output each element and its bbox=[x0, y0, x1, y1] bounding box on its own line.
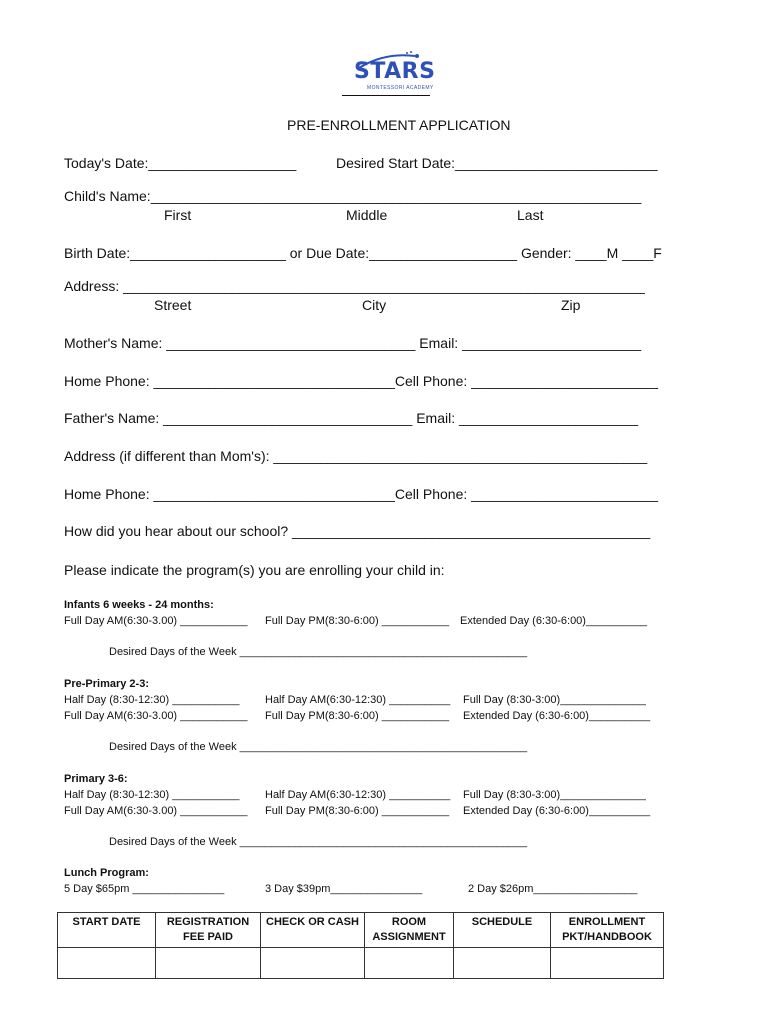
address-zip-label: Zip bbox=[561, 297, 581, 313]
table-header-cell: SCHEDULE bbox=[454, 913, 551, 948]
infants-heading: Infants 6 weeks - 24 months: bbox=[64, 599, 214, 611]
primary-heading: Primary 3-6: bbox=[64, 773, 128, 785]
address-different-field[interactable]: Address (if different than Mom's): ________________________________________________ bbox=[64, 448, 648, 464]
home-phone-row-2[interactable]: Home Phone: _______________________________Cell Phone: ________________________ bbox=[64, 486, 659, 502]
infants-option-3[interactable]: Extended Day (6:30-6:00)__________ bbox=[460, 615, 648, 627]
fathers-name-row[interactable]: Father's Name: ________________________________ Email: _______________________ bbox=[64, 410, 639, 426]
address-field[interactable]: Address: ___________________________________________________________________ bbox=[64, 278, 645, 294]
preprimary-option-6[interactable]: Extended Day (6:30-6:00)__________ bbox=[463, 710, 651, 722]
mothers-name-row[interactable]: Mother's Name: ________________________________ Email: _______________________ bbox=[64, 335, 642, 351]
primary-option-4[interactable]: Full Day AM(6:30-3.00) ___________ bbox=[64, 805, 248, 817]
office-use-table bbox=[57, 912, 664, 979]
table-row bbox=[58, 948, 664, 979]
table-header-cell: CHECK OR CASH bbox=[261, 913, 365, 948]
logo-wordmark: STARS bbox=[354, 59, 436, 84]
primary-desired-days[interactable]: Desired Days of the Week _______________________________________________ bbox=[109, 836, 528, 848]
lunch-option-3[interactable]: 2 Day $26pm_________________ bbox=[468, 883, 638, 895]
table-cell[interactable] bbox=[454, 948, 551, 979]
infants-option-2[interactable]: Full Day PM(8:30-6:00) ___________ bbox=[265, 615, 450, 627]
table-header-row bbox=[58, 913, 664, 948]
table-header-cell: ROOM ASSIGNMENT bbox=[365, 913, 454, 948]
address-city-label: City bbox=[362, 297, 387, 313]
desired-start-date-field[interactable]: Desired Start Date:__________________________ bbox=[336, 155, 658, 171]
table-cell[interactable] bbox=[261, 948, 365, 979]
childs-name-last-label: Last bbox=[517, 207, 544, 223]
table-header-cell: ENROLLMENT PKT/HANDBOOK bbox=[551, 913, 664, 948]
program-instructions: Please indicate the program(s) you are enrolling your child in: bbox=[64, 562, 445, 578]
logo-subtitle: MONTESSORI ACADEMY bbox=[367, 85, 434, 91]
primary-option-1[interactable]: Half Day (8:30-12:30) ___________ bbox=[64, 789, 240, 801]
preprimary-option-3[interactable]: Full Day (8:30-3:00)______________ bbox=[463, 694, 646, 706]
preprimary-option-5[interactable]: Full Day PM(8:30-6:00) ___________ bbox=[265, 710, 450, 722]
how-hear-field[interactable]: How did you hear about our school? ______________________________________________ bbox=[64, 523, 651, 539]
table-cell[interactable] bbox=[365, 948, 454, 979]
lunch-option-1[interactable]: 5 Day $65pm _______________ bbox=[64, 883, 225, 895]
table-cell[interactable] bbox=[551, 948, 664, 979]
home-phone-row-1[interactable]: Home Phone: _______________________________Cell Phone: ________________________ bbox=[64, 373, 659, 389]
infants-desired-days[interactable]: Desired Days of the Week _______________________________________________ bbox=[109, 646, 528, 658]
childs-name-first-label: First bbox=[164, 207, 192, 223]
birth-date-row[interactable]: Birth Date:____________________ or Due Date:___________________ Gender: ____M ____F bbox=[64, 245, 662, 261]
lunch-option-2[interactable]: 3 Day $39pm_______________ bbox=[265, 883, 423, 895]
todays-date-field[interactable]: Today's Date:___________________ bbox=[64, 155, 297, 171]
primary-option-6[interactable]: Extended Day (6:30-6:00)__________ bbox=[463, 805, 651, 817]
preprimary-heading: Pre-Primary 2-3: bbox=[64, 678, 149, 690]
address-street-label: Street bbox=[154, 297, 192, 313]
infants-option-1[interactable]: Full Day AM(6:30-3.00) ___________ bbox=[64, 615, 248, 627]
preprimary-option-2[interactable]: Half Day AM(6:30-12:30) __________ bbox=[265, 694, 451, 706]
primary-option-5[interactable]: Full Day PM(8:30-6:00) ___________ bbox=[265, 805, 450, 817]
table-header-cell: START DATE bbox=[58, 913, 156, 948]
logo-underline bbox=[342, 95, 430, 96]
table-cell[interactable] bbox=[156, 948, 261, 979]
preprimary-option-1[interactable]: Half Day (8:30-12:30) ___________ bbox=[64, 694, 240, 706]
lunch-heading: Lunch Program: bbox=[64, 867, 149, 879]
logo bbox=[345, 50, 436, 98]
primary-option-2[interactable]: Half Day AM(6:30-12:30) __________ bbox=[265, 789, 451, 801]
page-title: PRE-ENROLLMENT APPLICATION bbox=[287, 117, 511, 133]
table-header-cell: REGISTRATION FEE PAID bbox=[156, 913, 261, 948]
childs-name-field[interactable]: Child's Name:_______________________________________________________________ bbox=[64, 188, 642, 204]
preprimary-desired-days[interactable]: Desired Days of the Week _______________________________________________ bbox=[109, 741, 528, 753]
childs-name-middle-label: Middle bbox=[346, 207, 388, 223]
table-cell[interactable] bbox=[58, 948, 156, 979]
preprimary-option-4[interactable]: Full Day AM(6:30-3.00) ___________ bbox=[64, 710, 248, 722]
primary-option-3[interactable]: Full Day (8:30-3:00)______________ bbox=[463, 789, 646, 801]
